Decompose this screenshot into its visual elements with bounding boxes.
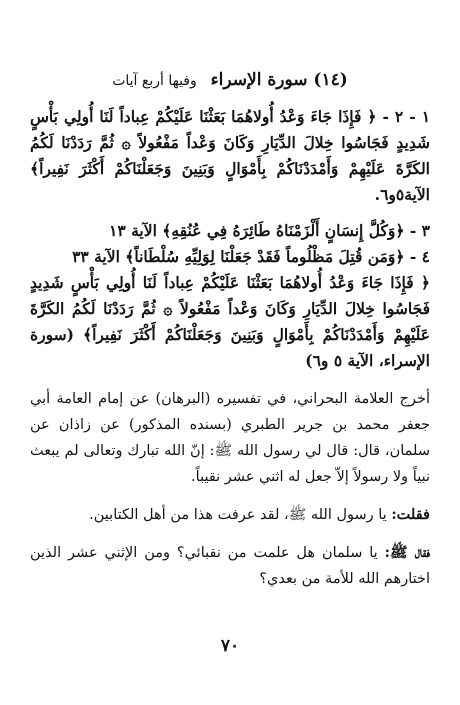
narration-paragraph-1: أخرج العلامة البحراني، في تفسيره (البرهان) عن إمام العامة أبي جعفر محمد بن جرير الطبري (بسنده المذكور) عن زاذان عن سلمان، قال: قال لي رسول الله ﷺ: إنّ الله تبارك وتعالى لم يبعث نبياً ولا رسولاً إلاّ جعل له اثني عشر نقيباً. — [30, 391, 430, 485]
narration-3-text: يا سلمان هل علمت من نقبائي؟ ومن الإثني عشر الذين اختارهم الله للأمة من بعدي؟ — [30, 545, 430, 587]
verse-block-3 — [30, 218, 430, 244]
verse-block-5 — [30, 270, 430, 374]
verse-4-text: ٤ - ﴿وَمَن قُتِلَ مَظْلُوماً فَقَدْ جَعَلْنَا لِوَلِيِّهِ سُلْطَاناً﴾ — [125, 247, 430, 266]
verse-3-ref: الآية ١٣ — [109, 221, 157, 240]
verse-3-text: ٣ - ﴿وَكُلَّ إِنسَانٍ أَلْزَمْنَاهُ طَائِرَهُ فِي عُنُقِهِ﴾ — [162, 221, 430, 240]
page-number: ٧٠ — [220, 636, 240, 656]
chapter-header — [0, 70, 460, 90]
verse-1-ref: الآية٥و٦. — [374, 185, 430, 204]
narration-2-lead: فقلت: — [391, 506, 430, 523]
chapter-subtitle: وفيها أربع آيات — [112, 73, 197, 89]
verse-block-4 — [30, 244, 430, 270]
narration-3-lead: فقال ﷺ: — [384, 544, 430, 561]
narration-paragraph-2 — [30, 502, 430, 528]
narration-paragraph-3 — [30, 540, 430, 592]
page-body — [30, 104, 430, 592]
narration-2-text: يا رسول الله ﷺ، لقد عرفت هذا من أهل الكتابين. — [89, 507, 387, 523]
verse-block-1 — [30, 104, 430, 208]
verse-5-ref: (سورة الإسراء، الآية ٥ و٦) — [30, 325, 430, 370]
chapter-title: (١٤) سورة الإسراء — [210, 70, 348, 90]
verse-1-text: ١ - ٢ - ﴿ فَإِذَا جَاءَ وَعْدُ أُولاهُمَا بَعَثْنَا عَلَيْكُمْ عِباداً لَنَا أُولِي بَأْسٍ شَدِيدٍ فَجَاسُوا خِلالَ الدِّيَارِ وَكَانَ وَعْداً مَفْعُولاً ۞ ثُمَّ رَدَدْنَا لَكُمُ الكَرَّةَ عَلَيْهِمْ وَأَمْدَدْنَاكُمْ بِأَمْوَالٍ وَبَنِينَ وَجَعَلْنَاكُمْ أَكْثَرَ نَفِيراً﴾ — [30, 107, 431, 178]
verse-4-ref: الآية ٣٣ — [72, 247, 120, 266]
verse-5-text: ﴿ فَإِذَا جَاءَ وَعْدُ أُولاهُمَا بَعَثْنَا عَلَيْكُمْ عِباداً لَنَا أُولِي بَأْسٍ شَدِيدٍ فَجَاسُوا خِلالَ الدِّيَارِ وَكَانَ وَعْداً مَفْعُولاً ۞ ثُمَّ رَدَدْنَا لَكُمُ الكَرَّةَ عَلَيْهِمْ وَأَمْدَدْنَاكُمْ بِأَمْوَالٍ وَبَنِينَ وَجَعَلْنَاكُمْ أَكْثَرَ نَفِيراً﴾ — [30, 273, 430, 344]
